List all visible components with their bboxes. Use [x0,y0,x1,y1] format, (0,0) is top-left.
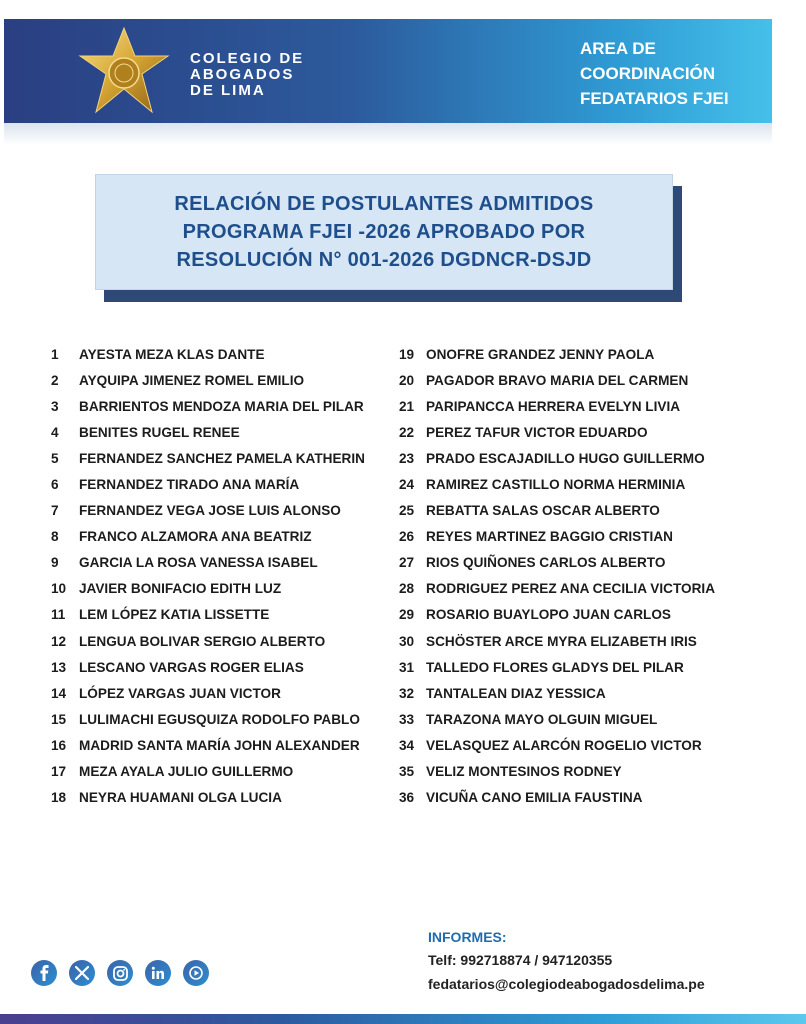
x-icon[interactable] [69,960,95,986]
logo-line: COLEGIO DE [190,50,305,67]
list-item [399,550,759,576]
list-item [51,576,381,602]
title-line: PROGRAMA FJEI -2026 APROBADO POR [182,221,586,243]
applicant-name: FRANCO ALZAMORA ANA BEATRIZ [79,529,312,545]
item-number: 24 [399,477,415,493]
item-number: 1 [51,346,59,362]
applicant-name: PAGADOR BRAVO MARIA DEL CARMEN [426,372,689,388]
list-item [51,628,381,654]
item-number: 33 [399,711,415,727]
list-item [399,341,759,367]
item-number: 14 [51,685,67,701]
item-number: 3 [51,398,59,414]
item-number: 8 [51,529,59,545]
area-line: COORDINACIÓN [580,64,716,83]
title-line: RELACIÓN DE POSTULANTES ADMITIDOS [174,193,594,215]
logo-name [190,51,304,99]
item-number: 29 [399,607,415,623]
list-item [51,706,381,732]
list-item [51,419,381,445]
applicant-name: ROSARIO BUAYLOPO JUAN CARLOS [426,607,671,623]
list-item [51,732,381,758]
applicant-name: LEM LÓPEZ KATIA LISSETTE [79,607,270,623]
area-title [580,36,729,111]
applicant-name: LESCANO VARGAS ROGER ELIAS [79,659,304,675]
applicant-name: AYQUIPA JIMENEZ ROMEL EMILIO [79,372,305,388]
applicant-name: MADRID SANTA MARÍA JOHN ALEXANDER [79,737,360,753]
list-item [399,732,759,758]
item-number: 16 [51,737,67,753]
applicant-name: REBATTA SALAS OSCAR ALBERTO [426,503,660,519]
list-item [399,602,759,628]
item-number: 32 [399,685,415,701]
item-number: 5 [51,450,59,466]
list-item [399,654,759,680]
applicant-name: PARIPANCCA HERRERA EVELYN LIVIA [426,398,681,414]
list-item [399,706,759,732]
contact-email-link[interactable]: fedatarios@colegiodeabogadosdelima.pe [428,976,705,992]
applicant-name: TALLEDO FLORES GLADYS DEL PILAR [426,659,684,675]
item-number: 25 [399,503,415,519]
applicant-list-right [399,341,759,811]
document-title-box [95,174,673,290]
list-item [51,524,381,550]
list-item [51,785,381,811]
item-number: 15 [51,711,67,727]
item-number: 4 [51,424,59,440]
list-item [399,785,759,811]
item-number: 30 [399,633,415,649]
list-item [399,576,759,602]
header-shadow [4,123,772,145]
contact-phone: Telf: 992718874 / 947120355 [428,952,613,968]
applicant-name: RAMIREZ CASTILLO NORMA HERMINIA [426,477,686,493]
item-number: 28 [399,581,415,597]
applicant-name: NEYRA HUAMANI OLGA LUCIA [79,790,282,806]
applicant-name: PEREZ TAFUR VICTOR EDUARDO [426,424,648,440]
item-number: 23 [399,450,415,466]
item-number: 18 [51,790,67,806]
list-item [51,654,381,680]
applicant-name: GARCIA LA ROSA VANESSA ISABEL [79,555,318,571]
applicant-name: RODRIGUEZ PEREZ ANA CECILIA VICTORIA [426,581,716,597]
list-item [399,498,759,524]
list-item [399,628,759,654]
applicant-name: TARAZONA MAYO OLGUIN MIGUEL [426,711,658,727]
applicant-name: PRADO ESCAJADILLO HUGO GUILLERMO [426,450,705,466]
applicant-name: LENGUA BOLIVAR SERGIO ALBERTO [79,633,326,649]
item-number: 7 [51,503,59,519]
list-item [51,367,381,393]
applicant-name: AYESTA MEZA KLAS DANTE [79,346,265,362]
list-item [399,393,759,419]
list-item [399,419,759,445]
item-number: 9 [51,555,59,571]
item-number: 17 [51,764,67,780]
applicant-name: VELASQUEZ ALARCÓN ROGELIO VICTOR [426,737,702,753]
item-number: 2 [51,372,59,388]
list-item [51,550,381,576]
item-number: 12 [51,633,67,649]
list-item [51,759,381,785]
item-number: 6 [51,477,59,493]
applicant-name: VELIZ MONTESINOS RODNEY [426,764,622,780]
item-number: 11 [51,607,66,623]
list-item [51,498,381,524]
applicant-name: RIOS QUIÑONES CARLOS ALBERTO [426,555,666,571]
applicant-name: FERNANDEZ SANCHEZ PAMELA KATHERIN [79,450,365,466]
applicant-name: JAVIER BONIFACIO EDITH LUZ [79,581,282,597]
item-number: 31 [399,659,415,675]
youtube-icon[interactable] [183,960,209,986]
list-item [399,367,759,393]
list-item [399,680,759,706]
social-links [31,960,221,986]
item-number: 36 [399,790,415,806]
item-number: 19 [399,346,415,362]
footer-bar [0,1014,806,1024]
informes-label: INFORMES: [428,929,507,945]
list-item [399,471,759,497]
list-item [51,680,381,706]
linkedin-icon[interactable] [145,960,171,986]
item-number: 10 [51,581,67,597]
applicant-name: BENITES RUGEL RENEE [79,424,240,440]
list-item [51,341,381,367]
applicant-list-left [51,341,381,811]
instagram-icon[interactable] [107,960,133,986]
applicant-name: TANTALEAN DIAZ YESSICA [426,685,606,701]
logo-line: DE LIMA [190,82,266,99]
applicant-name: LULIMACHI EGUSQUIZA RODOLFO PABLO [79,711,360,727]
item-number: 13 [51,659,67,675]
applicant-name: BARRIENTOS MENDOZA MARIA DEL PILAR [79,398,364,414]
list-item [399,445,759,471]
list-item [51,445,381,471]
area-line: AREA DE [580,39,656,58]
item-number: 27 [399,555,415,571]
applicant-name: FERNANDEZ VEGA JOSE LUIS ALONSO [79,503,341,519]
list-item [399,759,759,785]
item-number: 22 [399,424,415,440]
item-number: 20 [399,372,415,388]
list-item [51,602,381,628]
applicant-name: MEZA AYALA JULIO GUILLERMO [79,764,294,780]
applicant-name: LÓPEZ VARGAS JUAN VICTOR [79,685,281,701]
item-number: 21 [399,398,415,414]
item-number: 34 [399,737,415,753]
logo-line: ABOGADOS [190,66,295,83]
applicant-name: FERNANDEZ TIRADO ANA MARÍA [79,477,300,493]
title-line: RESOLUCIÓN N° 001-2026 DGDNCR-DSJD [176,249,592,271]
list-item [51,393,381,419]
item-number: 35 [399,764,415,780]
facebook-icon[interactable] [31,960,57,986]
applicant-name: ONOFRE GRANDEZ JENNY PAOLA [426,346,655,362]
applicant-name: REYES MARTINEZ BAGGIO CRISTIAN [426,529,673,545]
list-item [51,471,381,497]
list-item [399,524,759,550]
item-number: 26 [399,529,415,545]
applicant-name: SCHÖSTER ARCE MYRA ELIZABETH IRIS [426,633,697,649]
area-line: FEDATARIOS FJEI [580,89,729,108]
applicant-name: VICUÑA CANO EMILIA FAUSTINA [426,790,643,806]
logo-star-icon [76,26,172,118]
